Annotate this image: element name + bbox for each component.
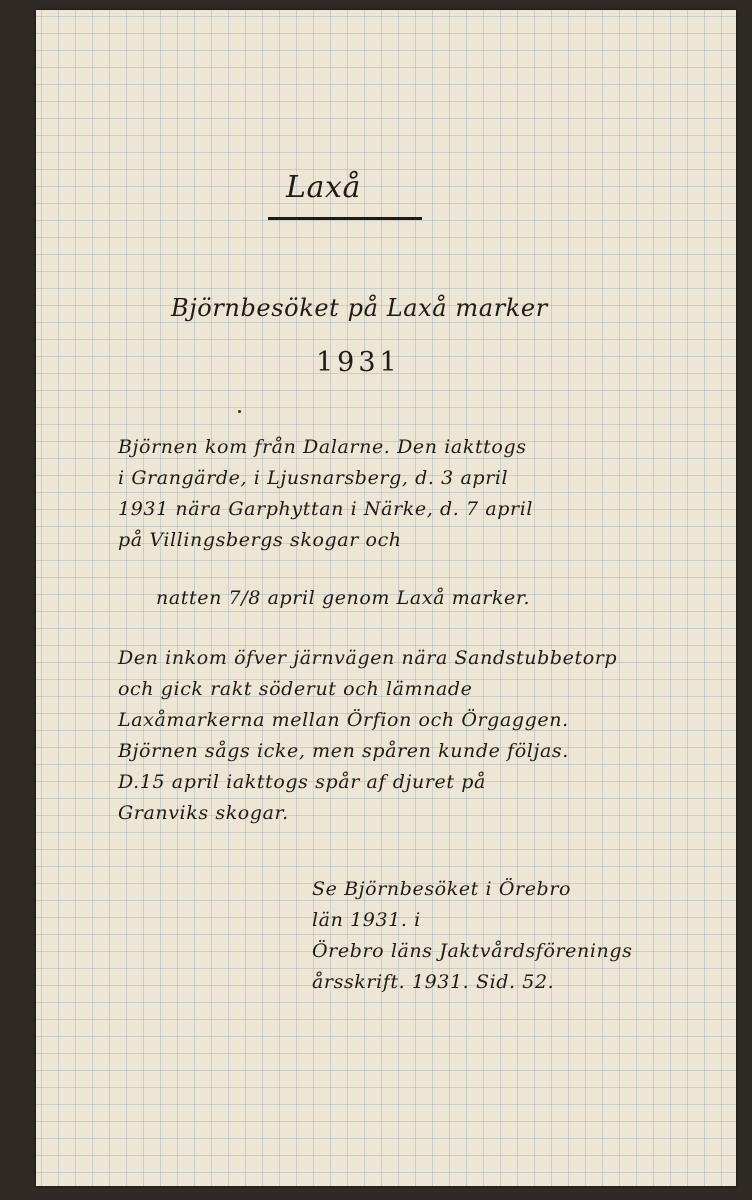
paragraph-night-crossing: natten 7/8 april genom Laxå marker. [156, 587, 531, 609]
page-heading: Laxå [286, 170, 362, 205]
text-line: Granviks skogar. [118, 802, 289, 824]
text-line: på Villingsbergs skogar och [118, 529, 402, 551]
text-line: Björnen sågs icke, men spåren kunde följas. [118, 740, 569, 762]
ink-dot [238, 410, 241, 413]
text-line: Den inkom öfver järnvägen nära Sandstubbetorp [118, 647, 618, 669]
document-subtitle: Björnbesöket på Laxå marker [171, 294, 548, 322]
text-line: Björnen kom från Dalarne. Den iakttogs [118, 436, 527, 458]
text-line: D.15 april iakttogs spår af djuret på [118, 771, 486, 793]
text-line: Se Björnbesöket i Örebro [312, 878, 572, 900]
text-line: och gick rakt söderut och lämnade [118, 678, 473, 700]
text-line: Örebro läns Jaktvårdsförenings [312, 940, 633, 962]
reference-note [312, 874, 632, 998]
paragraph-sighting-route [118, 432, 533, 556]
text-line: i Grangärde, i Ljusnarsberg, d. 3 april [118, 467, 509, 489]
text-line: Laxåmarkerna mellan Örfion och Örgaggen. [118, 709, 569, 731]
document-page [36, 10, 736, 1186]
heading-underline [268, 217, 422, 220]
document-year: 1931 [316, 347, 401, 378]
text-line: årsskrift. 1931. Sid. 52. [312, 971, 555, 993]
text-line: län 1931. i [312, 909, 421, 931]
paragraph-tracks [118, 643, 617, 829]
text-line: 1931 nära Garphyttan i Närke, d. 7 april [118, 498, 534, 520]
